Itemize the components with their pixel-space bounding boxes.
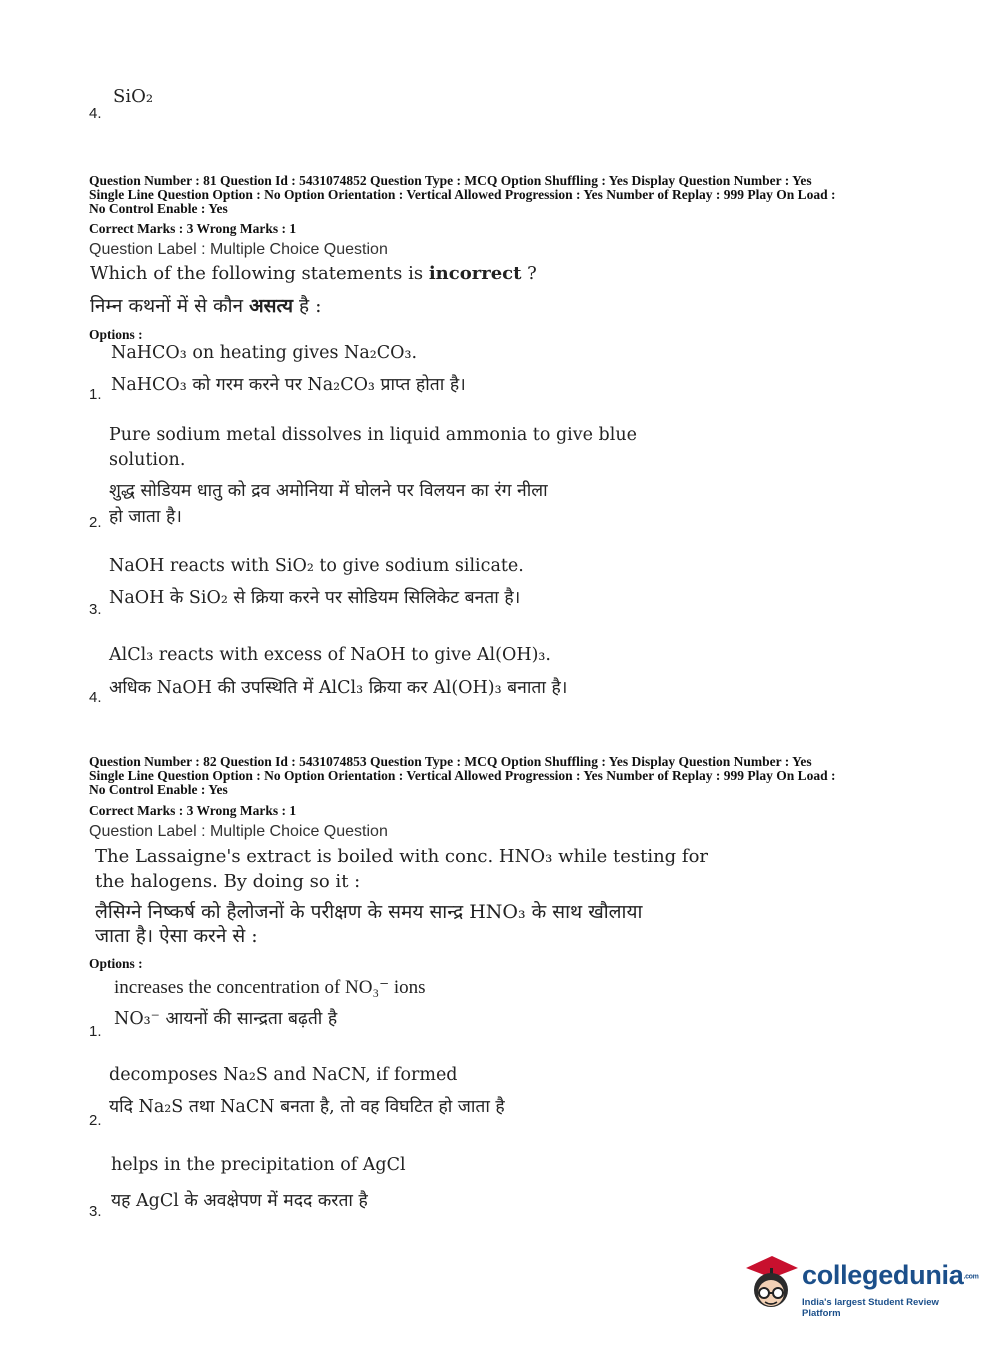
q81-options-label: Options :	[89, 327, 143, 342]
q82-option-3-en: helps in the precipitation of AgCl	[111, 1155, 406, 1175]
q82-option-1-hi: NO₃⁻ आयनों की सान्द्रता बढ़ती है	[114, 1009, 338, 1029]
q82-text-en-line1: The Lassaigne's extract is boiled with conc. HNO₃ while testing for	[95, 846, 709, 867]
q82-option-3-hi: यह AgCl के अवक्षेपण में मदद करता है	[111, 1191, 368, 1211]
q82-option-1-number: 1.	[89, 1023, 102, 1040]
q81-option-3-number: 3.	[89, 601, 102, 618]
q81-option-2-en-line2: solution.	[109, 450, 186, 470]
q81-text-en-bold: incorrect	[428, 263, 522, 284]
q82-meta-line3: No Control Enable : Yes	[89, 782, 228, 797]
q82-option-2-en: decomposes Na₂S and NaCN, if formed	[109, 1065, 458, 1085]
q81-text-en-post: ?	[527, 263, 537, 284]
q81-text-hi-pre: निम्न कथनों में से कौन	[90, 295, 244, 317]
q82-meta-line2: Single Line Question Option : No Option Orientation : Vertical Allowed Progression : Yes Number of Replay : 999 Play On Load :	[89, 768, 836, 783]
q81-option-4-hi: अधिक NaOH की उपस्थिति में AlCl₃ क्रिया कर Al(OH)₃ बनाता है।	[109, 678, 568, 698]
q81-text-hi-post: है :	[299, 295, 322, 317]
q81-option-1-hi: NaHCO₃ को गरम करने पर Na₂CO₃ प्राप्त होता है।	[111, 375, 466, 395]
prev-option-4-number: 4.	[89, 105, 102, 122]
q82-marks: Correct Marks : 3 Wrong Marks : 1	[89, 803, 297, 818]
prev-option-4-text: SiO₂	[113, 86, 154, 107]
q81-option-2-number: 2.	[89, 514, 102, 531]
q81-option-4-en: AlCl₃ reacts with excess of NaOH to give Al(OH)₃.	[109, 645, 551, 665]
q82-option-2-hi: यदि Na₂S तथा NaCN बनता है, तो वह विघटित हो जाता है	[109, 1097, 505, 1117]
logo-suffix: .com	[963, 1273, 979, 1281]
q82-option-3-number: 3.	[89, 1203, 102, 1220]
q81-option-3-hi: NaOH के SiO₂ से क्रिया करने पर सोडियम सिलिकेट बनता है।	[109, 588, 521, 608]
q82-label: Question Label : Multiple Choice Question	[89, 823, 388, 840]
q81-label: Question Label : Multiple Choice Question	[89, 241, 388, 258]
q81-option-2-hi-line1: शुद्ध सोडियम धातु को द्रव अमोनिया में घोलने पर विलयन का रंग नीला	[109, 481, 548, 501]
q81-text-hi-bold: असत्य	[249, 295, 293, 317]
mascot-icon	[742, 1252, 800, 1312]
q81-text-en	[90, 263, 537, 284]
q82-text-en-line2: the halogens. By doing so it :	[95, 871, 361, 892]
q81-option-1-en: NaHCO₃ on heating gives Na₂CO₃.	[111, 343, 418, 363]
q81-text-hi	[90, 292, 322, 318]
q81-option-2-en-line1: Pure sodium metal dissolves in liquid ammonia to give blue	[109, 425, 637, 445]
q81-option-2-hi-line2: हो जाता है।	[109, 507, 182, 527]
collegedunia-logo	[742, 1250, 979, 1320]
q81-marks: Correct Marks : 3 Wrong Marks : 1	[89, 221, 297, 236]
q81-option-1-number: 1.	[89, 386, 102, 403]
q82-option-2-number: 2.	[89, 1112, 102, 1129]
q81-text-en-pre: Which of the following statements is	[90, 263, 424, 284]
q81-meta-line2: Single Line Question Option : No Option Orientation : Vertical Allowed Progression : Yes Number of Replay : 999 Play On Load :	[89, 187, 836, 202]
q82-options-label: Options :	[89, 956, 143, 971]
q81-option-4-number: 4.	[89, 689, 102, 706]
logo-tagline: India's largest Student Review Platform	[802, 1297, 939, 1319]
q82-meta-line1: Question Number : 82 Question Id : 5431074853 Question Type : MCQ Option Shuffling : Yes Display Question Number : Yes	[89, 754, 812, 769]
q82-text-hi-line2: जाता है। ऐसा करने से :	[95, 925, 258, 947]
q81-meta-line3: No Control Enable : Yes	[89, 201, 228, 216]
q82-text-hi-line1: लैसिग्ने निष्कर्ष को हैलोजनों के परीक्षण के समय सान्द्र HNO₃ के साथ खौलाया	[95, 901, 643, 923]
q81-meta-line1: Question Number : 81 Question Id : 5431074852 Question Type : MCQ Option Shuffling : Yes Display Question Number : Yes	[89, 173, 812, 188]
logo-name: collegedunia	[802, 1260, 964, 1290]
q81-option-3-en: NaOH reacts with SiO₂ to give sodium silicate.	[109, 556, 524, 576]
q82-option-1-en: increases the concentration of NO₃⁻ ions	[114, 977, 426, 998]
